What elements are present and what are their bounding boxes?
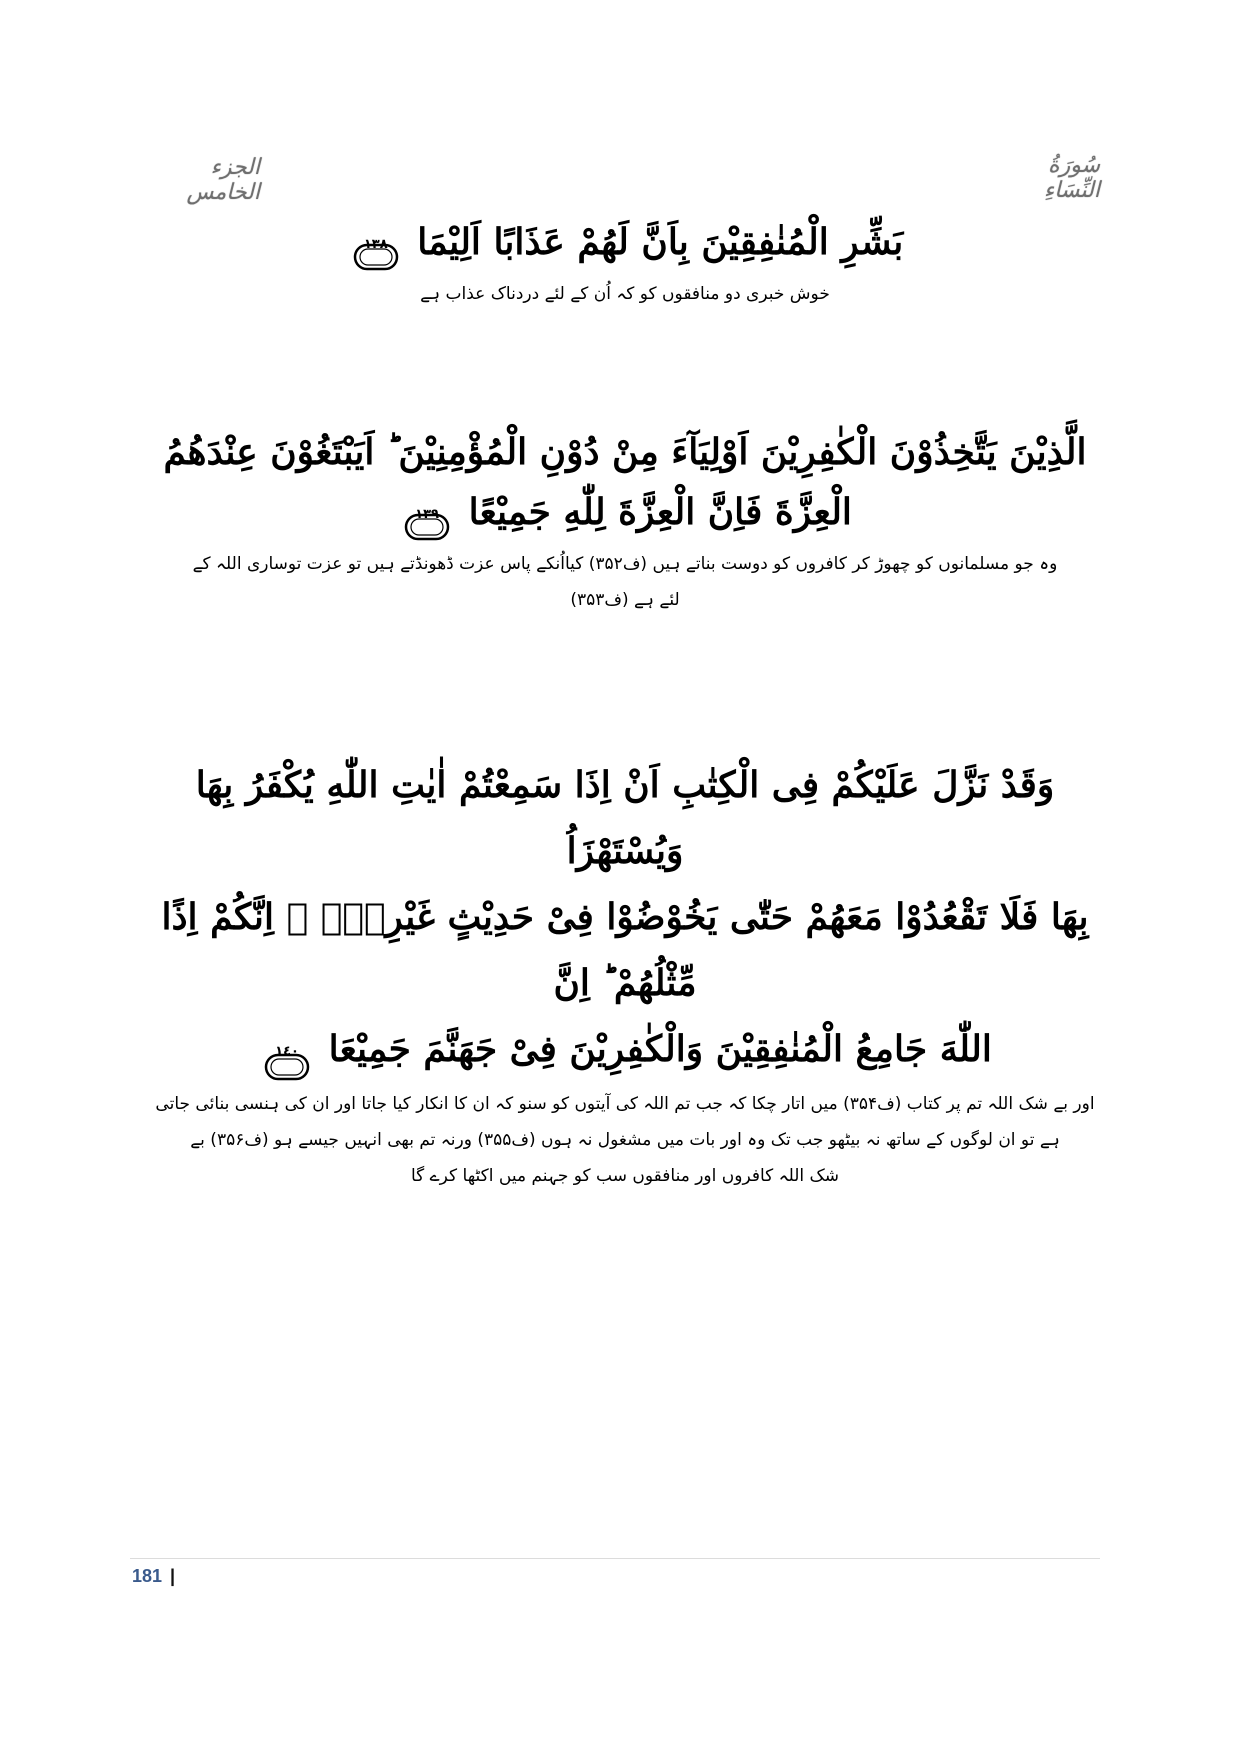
arabic-line: اللّٰهَ جَامِعُ الْمُنٰفِقِيْنَ وَالْكٰفِرِيْنَ فِىْ جَهَنَّمَ جَمِيْعَا (328, 1028, 992, 1070)
verse-138 (150, 212, 1100, 312)
translation-line: خوش خبری دو منافقوں کو کہ اُن کے لئے دردناک عذاب ہے (420, 284, 830, 304)
urdu-translation (150, 1086, 1100, 1194)
ayah-end-marker (264, 1037, 310, 1067)
arabic-text (150, 212, 1100, 272)
translation-line: وہ جو مسلمانوں کو چھوڑ کر کافروں کو دوست بناتے ہیں (ف۳۵۲) کیااُنکے پاس عزت ڈھونڈتے ہیں تو عزت توساری اللہ کے (192, 554, 1058, 574)
ayah-number: ١٤٠ (275, 1044, 299, 1059)
verse-140 (150, 752, 1100, 1194)
arabic-line: وَقَدْ نَزَّلَ عَلَيْكُمْ فِى الْكِتٰبِ اَنْ اِذَا سَمِعْتُمْ اٰيٰتِ اللّٰهِ يُكْفَرُ بِهَا وَيُسْتَهْزَاُ (195, 764, 1055, 872)
ayah-number: ١٣٩ (415, 507, 439, 522)
arabic-text (150, 752, 1100, 1082)
ayah-end-marker (404, 500, 450, 530)
translation-line: ہے تو ان لوگوں کے ساتھ نہ بیٹھو جب تک وہ اور بات میں مشغول نہ ہوں (ف۳۵۵) ورنہ تم بھی انہیں جیسے ہو (ف۳۵۶) بے (190, 1130, 1060, 1150)
footer-divider (130, 1558, 1100, 1559)
arabic-line: بِهَا فَلَا تَقْعُدُوْا مَعَهُمْ حَتّٰى يَخُوْضُوْا فِىْ حَدِيْثٍ غَيْرِهٖۤ ۖ اِنَّكُمْ اِذًا مِّثْلُهُمْ ؕ اِنَّ (161, 896, 1089, 1004)
surah-title-ornament (1005, 153, 1100, 203)
juz-title: الجزء الخامس (186, 155, 260, 205)
urdu-translation (150, 276, 1100, 312)
surah-title: سُورَةُ النِّسَاءِ (1043, 153, 1100, 203)
translation-line: اور بے شک اللہ تم پر کتاب (ف۳۵۴) میں اتار چکا کہ جب تم اللہ کی آیتوں کو سنو کہ ان کا انکار کیا جاتا اور ان کی ہنسی بنائی جاتی (155, 1094, 1095, 1114)
page-number-separator: | (170, 1566, 176, 1586)
arabic-line: بَشِّرِ الْمُنٰفِقِيْنَ بِاَنَّ لَهُمْ عَذَابًا اَلِيْمَا (417, 221, 904, 263)
translation-line: شک اللہ کافروں اور منافقوں سب کو جہنم میں اکٹھا کرے گا (411, 1166, 839, 1186)
arabic-line: الْعِزَّةَ فَاِنَّ الْعِزَّةَ لِلّٰهِ جَمِيْعًا (468, 491, 852, 533)
page-number-value: 181 (132, 1566, 163, 1586)
verse-139 (150, 422, 1100, 618)
page-number (132, 1566, 175, 1587)
juz-title-ornament (150, 155, 260, 205)
ayah-end-marker (353, 230, 399, 260)
arabic-line: الَّذِيْنَ يَتَّخِذُوْنَ الْكٰفِرِيْنَ اَوْلِيَآءَ مِنْ دُوْنِ الْمُؤْمِنِيْنَ ؕ اَيَبْتَغُوْنَ عِنْدَهُمُ (163, 431, 1087, 473)
ayah-number: ١٣٨ (363, 237, 388, 252)
arabic-text (150, 422, 1100, 542)
translation-line: لئے ہے (ف۳۵۳) (570, 590, 680, 610)
urdu-translation (150, 546, 1100, 618)
